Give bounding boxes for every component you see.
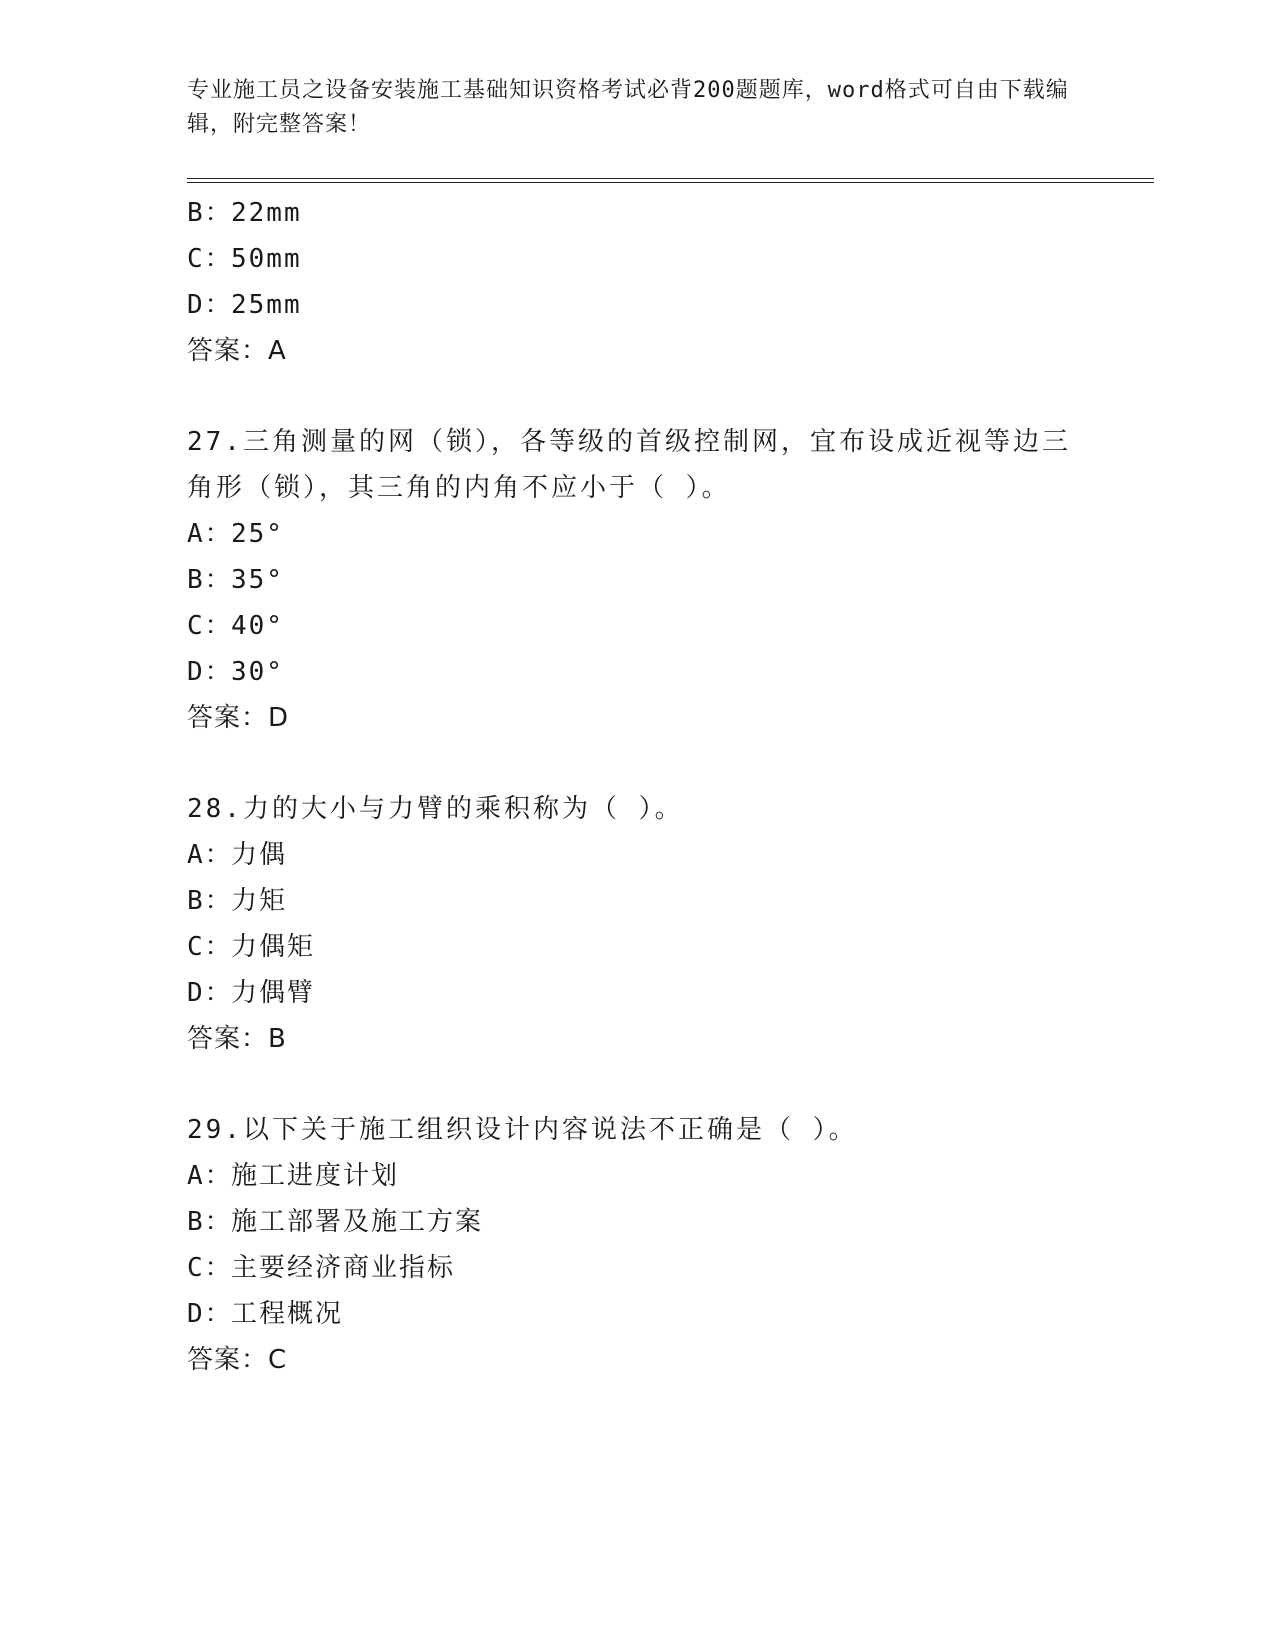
option-line: C：50mm bbox=[187, 244, 302, 274]
answer-line: 答案：D bbox=[187, 703, 290, 733]
option-line: B：施工部署及施工方案 bbox=[187, 1207, 484, 1237]
answer-line: 答案：C bbox=[187, 1345, 288, 1375]
option-line: D：工程概况 bbox=[187, 1299, 344, 1329]
answer-line: 答案：A bbox=[187, 336, 287, 366]
option-line: C：主要经济商业指标 bbox=[187, 1253, 456, 1283]
option-line: B：力矩 bbox=[187, 886, 288, 916]
header-rule-bottom bbox=[187, 182, 1154, 183]
question-stem: 28.力的大小与力臂的乘积称为（ ）。 bbox=[187, 794, 684, 824]
option-line: B：35° bbox=[187, 565, 284, 595]
question-stem: 29.以下关于施工组织设计内容说法不正确是（ ）。 bbox=[187, 1115, 858, 1145]
option-line: C：力偶矩 bbox=[187, 932, 316, 962]
question-stem: 27.三角测量的网（锁），各等级的首级控制网，宜布设成近视等边三角形（锁），其三角的内角不应小于（ ）。 bbox=[187, 427, 1071, 503]
answer-line: 答案：B bbox=[187, 1024, 287, 1054]
option-line: D：25mm bbox=[187, 290, 302, 320]
option-line: A：施工进度计划 bbox=[187, 1161, 400, 1191]
option-line: C：40° bbox=[187, 611, 284, 641]
question-content bbox=[187, 190, 1087, 1383]
header-rule-top bbox=[187, 178, 1154, 179]
option-line: B：22mm bbox=[187, 198, 302, 228]
option-line: A：力偶 bbox=[187, 840, 288, 870]
option-line: A：25° bbox=[187, 519, 284, 549]
document-header: 专业施工员之设备安装施工基础知识资格考试必背200题题库，word格式可自由下载编辑，附完整答案！ bbox=[187, 78, 1069, 137]
option-line: D：力偶臂 bbox=[187, 978, 316, 1008]
option-line: D：30° bbox=[187, 657, 284, 687]
